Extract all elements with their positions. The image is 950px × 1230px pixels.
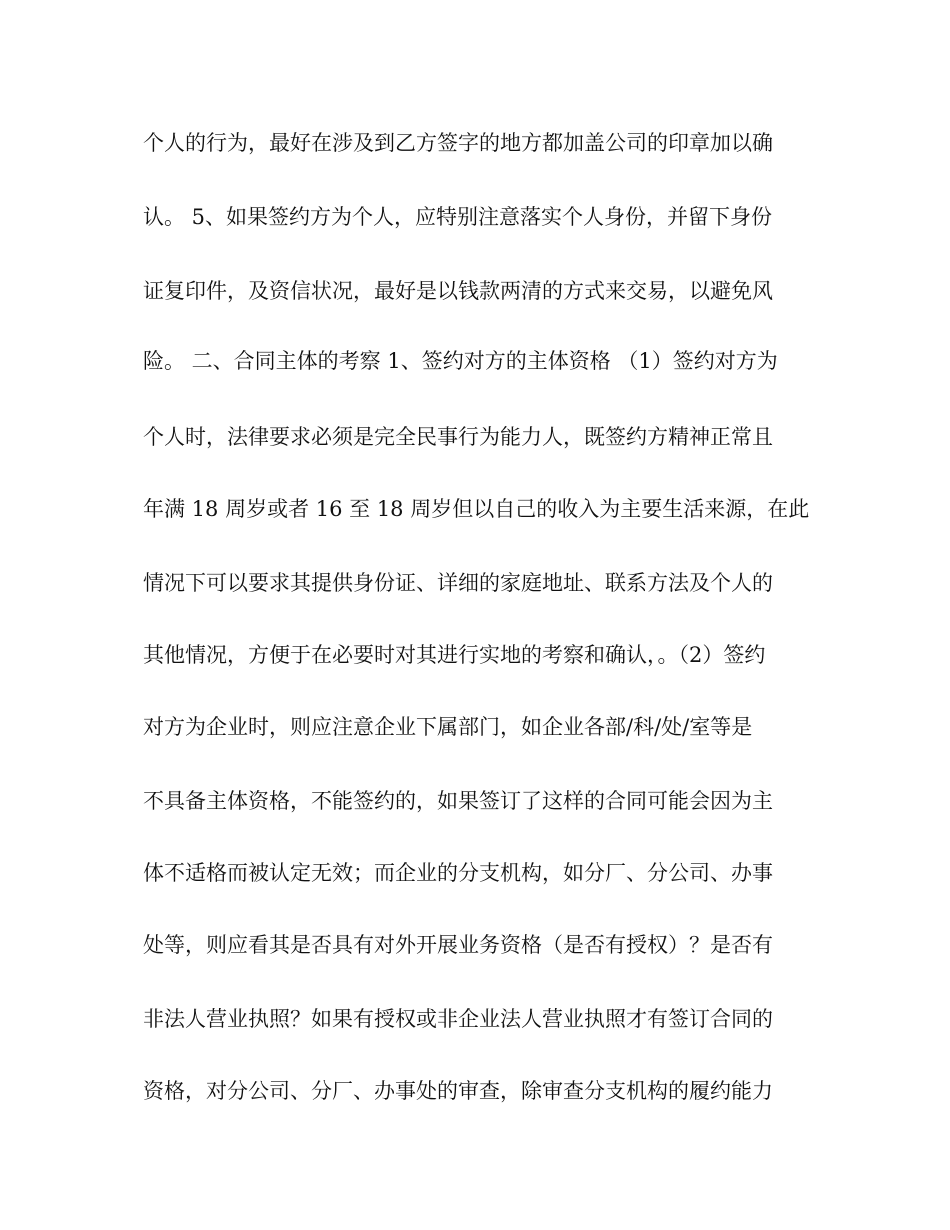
body-text-line-4: 险。 二、合同主体的考察 1、签约对方的主体资格 （1）签约对方为 (143, 349, 778, 373)
body-text-line-14: 资格，对分公司、分厂、办事处的审查，除审查分支机构的履约能力 (143, 1079, 773, 1103)
body-text-line-6: 年满 18 周岁或者 16 至 18 周岁但以自己的收入为主要生活来源，在此 (143, 497, 810, 521)
body-text-line-5: 个人时，法律要求必须是完全民事行为能力人，既签约方精神正常且 (143, 425, 773, 449)
body-text-line-1: 个人的行为，最好在涉及到乙方签字的地方都加盖公司的印章加以确 (143, 131, 773, 155)
body-text-line-9: 对方为企业时，则应注意企业下属部门，如企业各部/科/处/室等是 (143, 715, 753, 739)
body-text-line-8: 其他情况，方便于在必要时对其进行实地的考察和确认，。（2）签约 (143, 643, 766, 667)
body-text-line-11: 体不适格而被认定无效；而企业的分支机构，如分厂、分公司、办事 (143, 861, 773, 885)
body-text-line-2: 认。 5、如果签约方为个人，应特别注意落实个人身份，并留下身份 (143, 205, 773, 229)
body-text-line-3: 证复印件，及资信状况，最好是以钱款两清的方式来交易，以避免风 (143, 279, 773, 303)
body-text-line-12: 处等，则应看其是否具有对外开展业务资格（是否有授权）？是否有 (143, 933, 773, 957)
body-text-line-7: 情况下可以要求其提供身份证、详细的家庭地址、联系方法及个人的 (143, 571, 773, 595)
body-text-line-10: 不具备主体资格，不能签约的，如果签订了这样的合同可能会因为主 (143, 789, 773, 813)
body-text-line-13: 非法人营业执照？如果有授权或非企业法人营业执照才有签订合同的 (143, 1007, 773, 1031)
